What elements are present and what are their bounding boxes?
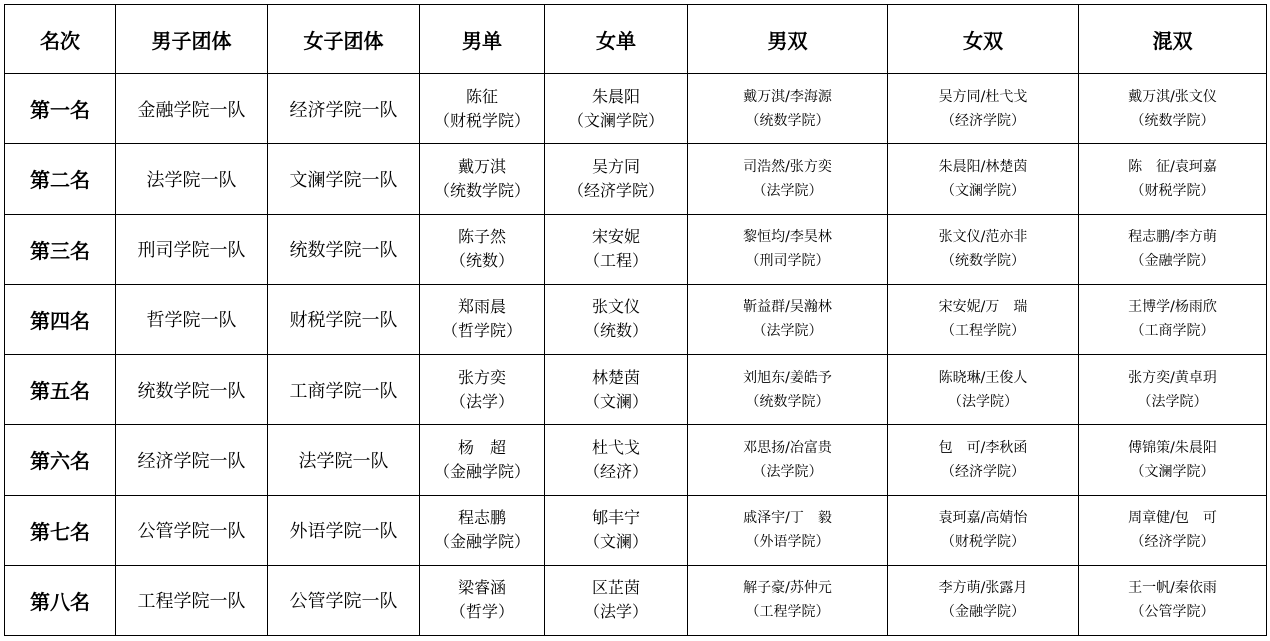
men-team-cell: 刑司学院一队 [116, 214, 268, 284]
mixed-double-cell [1079, 144, 1267, 214]
pair-names: 黎恒均/李昊林 [743, 229, 832, 246]
men-team-cell: 公管学院一队 [116, 495, 268, 565]
pair-college: （经济学院） [941, 463, 1025, 480]
men-team-cell: 经济学院一队 [116, 425, 268, 495]
pair-college: （工商学院） [1130, 323, 1215, 340]
pair-names: 包 可/李秋函 [938, 439, 1028, 456]
pair-names: 宋安妮/万 瑞 [938, 299, 1028, 316]
men-double-cell [688, 355, 888, 425]
pair-names: 张文仪/范亦非 [938, 229, 1028, 246]
header-row [5, 5, 1267, 74]
rank-cell: 第五名 [5, 355, 116, 425]
player-name: 郑雨晨 [457, 297, 506, 317]
women-single-cell [545, 284, 688, 354]
pair-names: 邓思扬/冶富贵 [743, 439, 832, 456]
pair-college: （金融学院） [1130, 253, 1215, 270]
pair-names: 解子豪/苏仲元 [743, 580, 832, 597]
men-single-cell [420, 355, 545, 425]
pair-names: 傅锦策/朱晨阳 [1128, 439, 1217, 456]
player-name: 张文仪 [591, 297, 640, 317]
player-college: （金融学院） [433, 532, 530, 552]
men-team-cell: 哲学院一队 [116, 284, 268, 354]
women-single-cell [545, 355, 688, 425]
women-double-cell [888, 495, 1079, 565]
table-row [5, 214, 1267, 284]
women-double-cell [888, 214, 1079, 284]
mixed-double-cell [1079, 495, 1267, 565]
rank-cell: 第二名 [5, 144, 116, 214]
men-team-cell: 统数学院一队 [116, 355, 268, 425]
pair-college: （法学院） [752, 463, 823, 480]
women-team-cell: 公管学院一队 [268, 565, 420, 635]
player-college: （工程） [583, 251, 648, 271]
men-double-cell [688, 425, 888, 495]
player-name: 杨 超 [457, 437, 506, 457]
pair-college: （统数学院） [745, 112, 830, 129]
pair-names: 王一帆/秦依雨 [1128, 580, 1217, 597]
pair-college: （财税学院） [1130, 182, 1215, 199]
pair-college: （法学院） [752, 182, 823, 199]
player-name: 戴万淇 [457, 156, 506, 176]
pair-college: （公管学院） [1130, 604, 1215, 621]
player-college: （金融学院） [433, 461, 530, 481]
mixed-double-cell [1079, 214, 1267, 284]
player-college: （经济学院） [567, 180, 664, 200]
player-college: （文澜学院） [567, 110, 664, 130]
header-men-double: 男双 [688, 5, 888, 74]
pair-college: （财税学院） [941, 534, 1025, 551]
table-row [5, 355, 1267, 425]
men-single-cell [420, 144, 545, 214]
pair-college: （文澜学院） [1130, 463, 1215, 480]
women-double-cell [888, 144, 1079, 214]
women-team-cell: 统数学院一队 [268, 214, 420, 284]
player-name: 区芷茵 [591, 578, 640, 598]
pair-college: （外语学院） [745, 534, 830, 551]
men-single-cell [420, 74, 545, 144]
mixed-double-cell [1079, 284, 1267, 354]
player-college: （法学） [583, 602, 648, 622]
player-college: （经济） [583, 461, 648, 481]
player-name: 郇丰宁 [591, 508, 640, 528]
pair-names: 戚泽宇/丁 毅 [743, 510, 832, 527]
pair-names: 吴方同/杜弋戈 [938, 88, 1028, 105]
pair-college: （法学院） [752, 323, 823, 340]
pair-college: （法学院） [1137, 393, 1208, 410]
rank-cell: 第四名 [5, 284, 116, 354]
mixed-double-cell [1079, 425, 1267, 495]
player-college: （文澜） [583, 391, 648, 411]
men-single-cell [420, 284, 545, 354]
men-double-cell [688, 284, 888, 354]
header-men-team: 男子团体 [116, 5, 268, 74]
rank-cell: 第六名 [5, 425, 116, 495]
women-double-cell [888, 425, 1079, 495]
pair-college: （文澜学院） [941, 182, 1025, 199]
pair-college: （法学院） [948, 393, 1018, 410]
player-name: 陈子然 [457, 227, 506, 247]
player-name: 程志鹏 [457, 508, 506, 528]
pair-college: （统数学院） [941, 253, 1025, 270]
rank-cell: 第三名 [5, 214, 116, 284]
pair-college: （刑司学院） [745, 253, 830, 270]
pair-names: 朱晨阳/林楚茵 [938, 158, 1028, 175]
pair-college: （金融学院） [941, 604, 1025, 621]
women-single-cell [545, 214, 688, 284]
pair-college: （工程学院） [941, 323, 1025, 340]
men-double-cell [688, 214, 888, 284]
pair-college: （工程学院） [745, 604, 830, 621]
women-team-cell: 法学院一队 [268, 425, 420, 495]
pair-college: （经济学院） [941, 112, 1025, 129]
women-single-cell [545, 144, 688, 214]
results-table [4, 4, 1267, 636]
player-college: （文澜） [583, 532, 648, 552]
rank-cell: 第一名 [5, 74, 116, 144]
women-single-cell [545, 495, 688, 565]
women-double-cell [888, 74, 1079, 144]
men-double-cell [688, 565, 888, 635]
pair-names: 戴万淇/张文仪 [1128, 88, 1217, 105]
header-women-double: 女双 [888, 5, 1079, 74]
men-double-cell [688, 495, 888, 565]
table-row [5, 284, 1267, 354]
pair-college: （经济学院） [1130, 534, 1215, 551]
player-name: 宋安妮 [591, 227, 640, 247]
men-team-cell: 金融学院一队 [116, 74, 268, 144]
player-name: 朱晨阳 [591, 86, 640, 106]
pair-names: 陈晓琳/王俊人 [938, 369, 1028, 386]
men-team-cell: 法学院一队 [116, 144, 268, 214]
women-team-cell: 财税学院一队 [268, 284, 420, 354]
pair-names: 张方奕/黄卓玥 [1128, 369, 1217, 386]
table-row [5, 144, 1267, 214]
mixed-double-cell [1079, 565, 1267, 635]
player-college: （统数） [583, 321, 648, 341]
pair-names: 周章健/包 可 [1128, 510, 1217, 527]
pair-college: （统数学院） [1130, 112, 1215, 129]
header-women-team: 女子团体 [268, 5, 420, 74]
player-name: 陈征 [465, 86, 498, 106]
men-team-cell: 工程学院一队 [116, 565, 268, 635]
women-double-cell [888, 565, 1079, 635]
men-single-cell [420, 214, 545, 284]
pair-names: 司浩然/张方奕 [743, 158, 832, 175]
player-college: （哲学） [449, 602, 514, 622]
player-college: （统数学院） [433, 180, 530, 200]
women-single-cell [545, 425, 688, 495]
rank-cell: 第八名 [5, 565, 116, 635]
player-college: （财税学院） [433, 110, 530, 130]
pair-names: 王博学/杨雨欣 [1128, 299, 1217, 316]
women-single-cell [545, 74, 688, 144]
women-double-cell [888, 284, 1079, 354]
player-name: 梁睿涵 [457, 578, 506, 598]
pair-names: 靳益群/吴瀚林 [743, 299, 832, 316]
men-double-cell [688, 144, 888, 214]
men-double-cell [688, 74, 888, 144]
header-mixed-double: 混双 [1079, 5, 1267, 74]
header-women-single: 女单 [545, 5, 688, 74]
header-men-single: 男单 [420, 5, 545, 74]
pair-names: 戴万淇/李海源 [743, 88, 832, 105]
table-row [5, 565, 1267, 635]
header-rank: 名次 [5, 5, 116, 74]
women-team-cell: 经济学院一队 [268, 74, 420, 144]
player-college: （统数） [449, 251, 514, 271]
pair-names: 袁珂嘉/高婧怡 [938, 510, 1028, 527]
player-name: 张方奕 [457, 367, 506, 387]
women-team-cell: 外语学院一队 [268, 495, 420, 565]
player-name: 杜弋戈 [591, 437, 640, 457]
men-single-cell [420, 565, 545, 635]
women-team-cell: 文澜学院一队 [268, 144, 420, 214]
mixed-double-cell [1079, 355, 1267, 425]
women-team-cell: 工商学院一队 [268, 355, 420, 425]
pair-names: 刘旭东/姜皓予 [743, 369, 832, 386]
player-name: 林楚茵 [591, 367, 640, 387]
mixed-double-cell [1079, 74, 1267, 144]
women-single-cell [545, 565, 688, 635]
table-row [5, 495, 1267, 565]
pair-names: 程志鹏/李方萌 [1128, 229, 1217, 246]
rank-cell: 第七名 [5, 495, 116, 565]
table-row [5, 425, 1267, 495]
player-name: 吴方同 [591, 156, 640, 176]
pair-names: 李方萌/张露月 [938, 580, 1028, 597]
table-row [5, 74, 1267, 144]
pair-names: 陈 征/袁珂嘉 [1128, 158, 1217, 175]
player-college: （法学） [449, 391, 514, 411]
women-double-cell [888, 355, 1079, 425]
men-single-cell [420, 425, 545, 495]
men-single-cell [420, 495, 545, 565]
player-college: （哲学院） [441, 321, 522, 341]
pair-college: （统数学院） [745, 393, 830, 410]
